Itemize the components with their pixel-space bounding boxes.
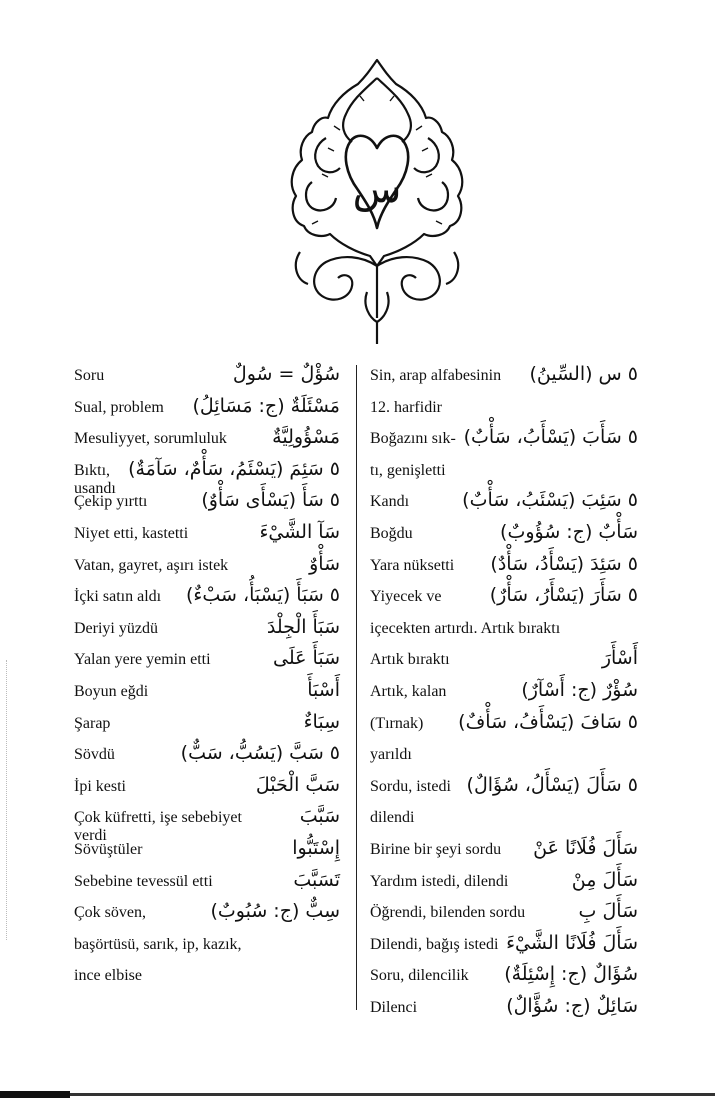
turkish-meaning: Sordu, istedi: [370, 777, 451, 795]
turkish-meaning: başörtüsü, sarık, ip, kazık,: [74, 935, 242, 953]
turkish-meaning: Deriyi yüzdü: [74, 619, 158, 637]
turkish-meaning: Yalan yere yemin etti: [74, 651, 211, 669]
turkish-meaning: Bıktı,: [74, 461, 111, 479]
turkish-meaning: Çok söven,: [74, 904, 146, 922]
arabic-headword: ٥ سَافَ (يَسْأَفُ، سَأْفٌ): [458, 710, 638, 733]
dictionary-entry: [370, 897, 638, 927]
arabic-headword: ٥ سَأَ (يَسْأَى سَأْوٌ): [201, 489, 340, 512]
dictionary-entry: [74, 929, 340, 959]
dictionary-entry: [74, 486, 340, 516]
floral-ornament-icon: [282, 56, 472, 348]
bottom-rule: [0, 1093, 715, 1096]
turkish-meaning: Boğdu: [370, 525, 413, 542]
arabic-headword: أَسْأَرَ: [601, 647, 638, 670]
arabic-headword: سَأَلَ فُلَانًا عَنْ: [533, 837, 638, 859]
dictionary-entry: [74, 581, 340, 611]
turkish-meaning: Mesuliyyet, sorumluluk: [74, 430, 227, 448]
turkish-meaning: Kandı: [370, 493, 410, 511]
turkish-meaning: Yara nüksetti: [370, 556, 455, 574]
arabic-headword: مَسْؤُولِيَّةٌ: [272, 426, 340, 449]
turkish-meaning: Soru, dilencilik: [370, 967, 469, 985]
arabic-headword: ٥ سَأَرَ (يَسْأَرُ، سَأْرٌ): [489, 584, 638, 607]
turkish-meaning: Sual, problem: [74, 398, 164, 416]
dictionary-entry: [370, 992, 638, 1022]
dictionary-entry: [74, 897, 340, 927]
turkish-meaning: Artık, kalan: [370, 683, 447, 700]
dictionary-entry: [74, 644, 340, 674]
turkish-meaning: Sövdü: [74, 746, 115, 764]
turkish-meaning-continued: verdi: [74, 827, 107, 845]
arabic-headword: ٥ سَبَأَ (يَسْبَأُ، سَبْءٌ): [185, 584, 340, 607]
arabic-headword: سَبَّبَ: [299, 805, 340, 828]
turkish-meaning: içecekten artırdı. Artık bıraktı: [370, 619, 561, 637]
arabic-headword: مَسْئَلَةٌ (ج: مَسَائِلُ): [192, 394, 340, 417]
dictionary-entry: [370, 550, 638, 580]
turkish-meaning: Niyet etti, kastetti: [74, 525, 189, 542]
dictionary-entry: [74, 455, 340, 497]
turkish-meaning: Öğrendi, bilenden sordu: [370, 904, 526, 922]
arabic-headword: ٥ سَأَبَ (يَسْأَبُ، سَأْبٌ): [463, 426, 638, 449]
turkish-meaning: Dilenci: [370, 999, 418, 1016]
arabic-headword: إِسْتَبُّوا: [292, 837, 340, 859]
turkish-meaning: Çekip yırttı: [74, 493, 148, 511]
dictionary-entry: [370, 834, 638, 864]
turkish-meaning: Sin, arap alfabesinin: [370, 367, 502, 384]
turkish-meaning: Artık bıraktı: [370, 651, 450, 669]
arabic-headword: ٥ سَأَلَ (يَسْأَلُ، سُؤَالٌ): [466, 773, 638, 796]
dictionary-entry: [370, 866, 638, 896]
arabic-headword: تَسَبَّبَ: [293, 868, 340, 891]
dictionary-entry: [370, 360, 638, 390]
turkish-meaning: dilendi: [370, 809, 415, 827]
dictionary-entry: [370, 392, 638, 422]
scan-edge: [6, 660, 9, 940]
turkish-meaning: Boğazını sık-: [370, 430, 456, 448]
column-divider: [356, 365, 357, 1010]
dictionary-entry: [74, 392, 340, 422]
arabic-headword: ٥ سَئِمَ (يَسْئَمُ، سَأْمٌ، سَآمَةٌ): [128, 457, 340, 480]
dictionary-entry: [370, 739, 638, 769]
turkish-meaning: Çok küfretti, işe sebebiyet: [74, 809, 242, 827]
dictionary-entry: [370, 960, 638, 990]
dictionary-entry: [74, 802, 340, 845]
bottom-tab: [0, 1091, 70, 1098]
dictionary-entry: [74, 518, 340, 548]
turkish-meaning: (Tırnak): [370, 714, 424, 732]
arabic-headword: سَأَلَ فُلَانًا الشَّيْءَ: [506, 931, 638, 954]
turkish-meaning: Sebebine tevessül etti: [74, 872, 213, 890]
turkish-meaning: Boyun eğdi: [74, 683, 149, 700]
dictionary-entry: [74, 708, 340, 738]
turkish-meaning: Yardım istedi, dilendi: [370, 872, 509, 890]
arabic-headword: ٥ س (السِّينُ): [529, 363, 638, 385]
dictionary-entry: [370, 708, 638, 738]
turkish-meaning: Dilendi, bağış istedi: [370, 935, 499, 953]
arabic-headword: سَبَأَ عَلَى: [273, 647, 340, 670]
svg-text:س: س: [352, 166, 402, 212]
arabic-headword: سَبَّ الْحَبْلَ: [255, 773, 340, 796]
arabic-headword: سِبَاءٌ: [303, 710, 340, 733]
dictionary-entry: [74, 739, 340, 769]
arabic-headword: سَائِلٌ (ج: سُؤَّالٌ): [506, 995, 638, 1017]
turkish-meaning: Yiyecek ve: [370, 588, 442, 606]
dictionary-entry: [74, 676, 340, 706]
turkish-meaning: Soru: [74, 367, 105, 384]
arabic-headword: سَأَلَ بِ: [578, 900, 638, 923]
arabic-headword: سَأْبٌ (ج: سُؤُوبٌ): [500, 521, 638, 543]
dictionary-entry: [370, 802, 638, 832]
dictionary-entry: [370, 455, 638, 485]
dictionary-entry: [74, 550, 340, 580]
arabic-headword: سُؤَالٌ (ج: إِسْئِلَةٌ): [504, 963, 638, 986]
dictionary-entry: [370, 929, 638, 959]
turkish-meaning: İçki satın aldı: [74, 588, 162, 606]
arabic-headword: سَبَأَ الْجِلْدَ: [266, 615, 340, 638]
turkish-meaning: İpi kesti: [74, 777, 126, 795]
arabic-headword: سُؤْرٌ (ج: أَسْآرٌ): [521, 679, 638, 701]
arabic-headword: سُؤْلٌ = سُولٌ: [232, 363, 340, 385]
turkish-meaning: yarıldı: [370, 746, 412, 764]
dictionary-entry: [370, 581, 638, 611]
dictionary-entry: [370, 423, 638, 453]
turkish-meaning: Şarap: [74, 714, 111, 732]
arabic-headword: ٥ سَئِبَ (يَسْئَبُ، سَأْبٌ): [462, 489, 638, 512]
turkish-meaning: Vatan, gayret, aşırı istek: [74, 556, 229, 574]
arabic-headword: ٥ سَبَّ (يَسُبُّ، سَبٌّ): [180, 742, 340, 765]
dictionary-entry: [370, 771, 638, 801]
arabic-headword: سَآ الشَّيْءَ: [259, 521, 340, 543]
dictionary-entry: [370, 518, 638, 548]
dictionary-entry: [370, 486, 638, 516]
dictionary-entry: [370, 613, 638, 643]
turkish-meaning: 12. harfidir: [370, 398, 442, 416]
arabic-headword: سَأَلَ مِنْ: [571, 868, 638, 891]
turkish-meaning: Sövüştüler: [74, 841, 143, 858]
dictionary-entry: [74, 866, 340, 896]
arabic-headword: سَأْوٌ: [309, 552, 340, 575]
turkish-meaning: ince elbise: [74, 967, 142, 985]
arabic-headword: ٥ سَئِدَ (يَسْأَدُ، سَأْدٌ): [490, 552, 638, 575]
dictionary-entry: [370, 676, 638, 706]
dictionary-entry: [370, 644, 638, 674]
dictionary-entry: [74, 613, 340, 643]
arabic-headword: أَسْبَأَ: [307, 679, 340, 701]
dictionary-entry: [74, 360, 340, 390]
arabic-headword: سِبٌّ (ج: سُبُوبٌ): [210, 900, 340, 923]
turkish-meaning: Birine bir şeyi sordu: [370, 841, 502, 858]
dictionary-entry: [74, 771, 340, 801]
dictionary-entry: [74, 960, 340, 990]
turkish-meaning: tı, genişletti: [370, 461, 446, 479]
dictionary-entry: [74, 423, 340, 453]
dictionary-entry: [74, 834, 340, 864]
turkish-meaning-continued: usandı: [74, 479, 116, 497]
